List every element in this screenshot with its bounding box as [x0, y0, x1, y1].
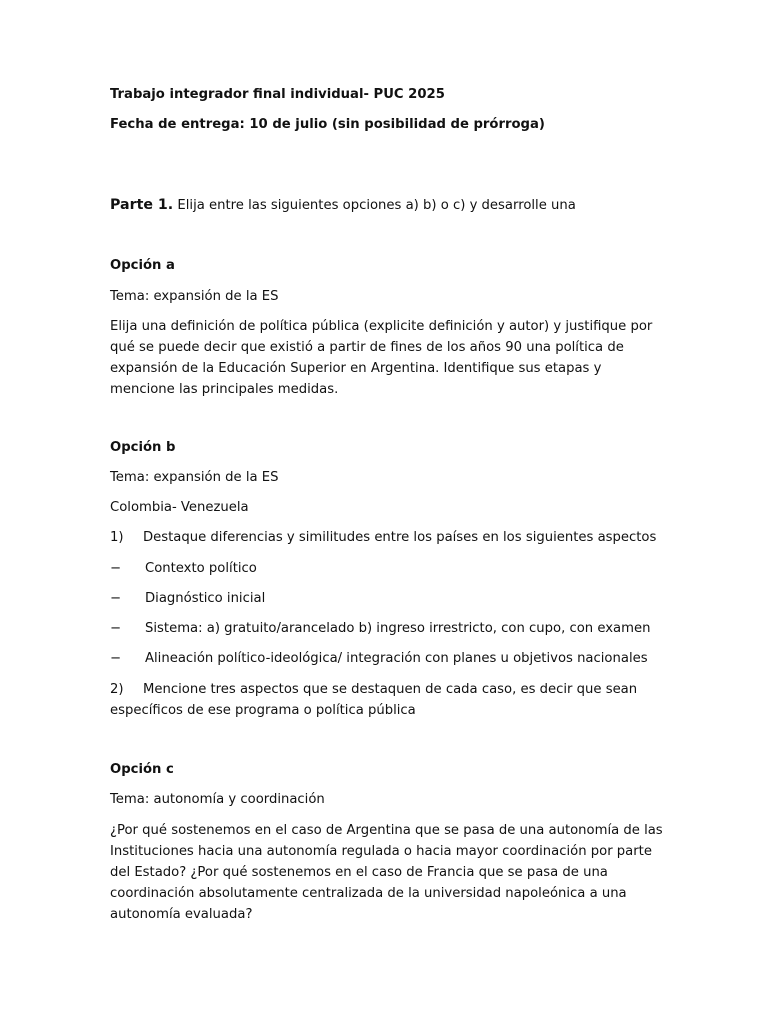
opcion-a-tema: Tema: expansión de la ES	[110, 289, 279, 304]
opcion-b-item-2	[110, 679, 670, 721]
bullet-text: Alineación político-ideológica/ integración con planes u objetivos nacionales	[145, 651, 648, 666]
dash-bullet: −	[110, 561, 122, 576]
parte1-label: Parte 1.	[110, 197, 174, 213]
opcion-b-tema: Tema: expansión de la ES	[110, 470, 279, 485]
opcion-c-heading: Opción c	[110, 762, 174, 777]
document-title: Trabajo integrador final individual- PUC 2025	[110, 87, 445, 102]
opcion-b-countries: Colombia- Venezuela	[110, 500, 249, 515]
bullet-text: Sistema: a) gratuito/arancelado b) ingreso irrestricto, con cupo, con examen	[145, 621, 651, 636]
due-date: Fecha de entrega: 10 de julio (sin posibilidad de prórroga)	[110, 117, 545, 132]
opcion-c-body: ¿Por qué sostenemos en el caso de Argentina que se pasa de una autonomía de las Instituciones hacia una autonomía regulada o hacia mayor coordinación por parte del Estado? ¿Por qué sostenemos en el caso de Francia que se pasa de una coordinación absolutamente centralizada de la universidad napoleónica a una autonomía evaluada?	[110, 823, 663, 922]
bullet-text: Contexto político	[145, 561, 257, 576]
item-text: Destaque diferencias y similitudes entre los países en los siguientes aspectos	[143, 530, 657, 545]
item-number: 2)	[110, 682, 124, 697]
dash-bullet: −	[110, 621, 122, 636]
item-text: Mencione tres aspectos que se destaquen de cada caso, es decir que sean específicos de ese programa o política pública	[110, 682, 638, 718]
bullet-text: Diagnóstico inicial	[145, 591, 266, 606]
opcion-b-heading: Opción b	[110, 440, 176, 455]
bullet-item	[110, 650, 648, 668]
parte1-line	[110, 196, 576, 215]
dash-bullet: −	[110, 651, 122, 666]
dash-bullet: −	[110, 591, 122, 606]
opcion-a-body: Elija una definición de política pública (explicite definición y autor) y justifique por qué se puede decir que existió a partir de fines de los años 90 una política de expansión de la Educación Superior en Argentina. Identifique sus etapas y mencione las principales medidas.	[110, 319, 653, 397]
bullet-item	[110, 590, 265, 608]
parte1-text: Elija entre las siguientes opciones a) b) o c) y desarrolle una	[177, 198, 576, 213]
opcion-c-tema: Tema: autonomía y coordinación	[110, 792, 325, 807]
bullet-item	[110, 560, 257, 578]
opcion-a-heading: Opción a	[110, 258, 175, 273]
item-number: 1)	[110, 530, 124, 545]
opcion-b-item-1	[110, 529, 656, 547]
bullet-item	[110, 620, 650, 638]
